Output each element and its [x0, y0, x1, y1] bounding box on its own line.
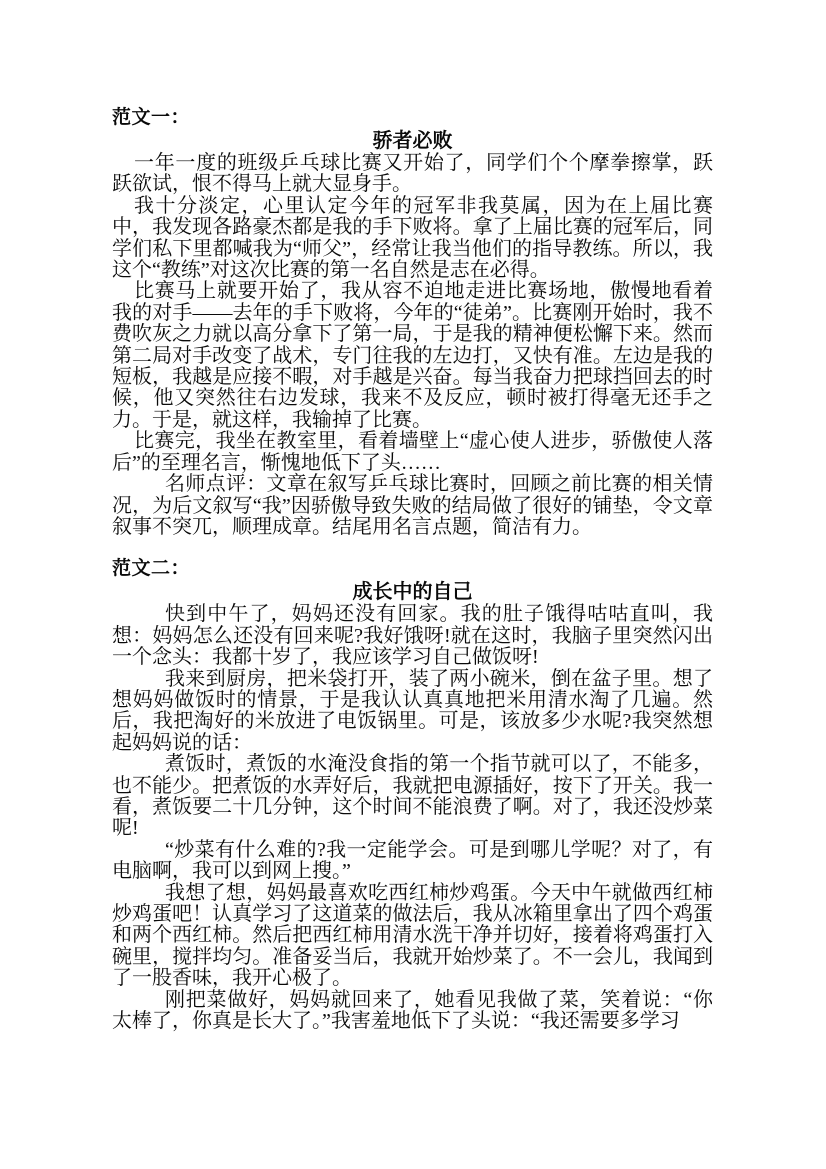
- essay-1-paragraph-3: 比赛马上就要开始了，我从容不迫地走进比赛场地，傲慢地看着我的对手——去年的手下败将，今年的“徒弟”。比赛刚开始时，我不费吹灰之力就以高分拿下了第一局，于是我的精神便松懈下来。然而第二局对手改变了战术，专门往我的左边打，又快有准。左边是我的短板，我越是应接不暇，对手越是兴奋。每当我奋力把球挡回去的时候，他又突然往右边发球，我来不及反应，顿时被打得毫无还手之力。于是，就这样，我输掉了比赛。: [112, 280, 713, 431]
- essay-2-paragraph-6: 刚把菜做好，妈妈就回来了，她看见我做了菜，笑着说：“你太棒了，你真是长大了。”我害羞地低下了头说：“我还需要多学习: [112, 988, 713, 1033]
- essay-2-title: 成长中的自己: [352, 581, 473, 604]
- essay-1-title: 骄者必败: [372, 130, 453, 152]
- essay-2-paragraph-2: 我来到厨房，把米袋打开，装了两小碗米，倒在盆子里。想了想妈妈做饭时的情景，于是我认认真真地把米用清水淘了几遍。然后，我把淘好的米放进了电饭锅里。可是，该放多少水呢?我突然想起妈妈说的话：: [112, 667, 713, 754]
- teacher-comment: 名师点评：文章在叙写乒乓球比赛时，回顾之前比赛的相关情况，为后文叙写“我”因骄傲导致失败的结局做了很好的铺垫，令文章叙事不突兀，顺理成章。结尾用名言点题，简洁有力。: [112, 473, 713, 538]
- essay-2-paragraph-5: 我想了想，妈妈最喜欢吃西红柿炒鸡蛋。今天中午就做西红柿炒鸡蛋吧！认真学习了这道菜的做法后，我从冰箱里拿出了四个鸡蛋和两个西红柿。然后把西红柿用清水洗干净并切好，接着将鸡蛋打入碗里，搅拌均匀。准备妥当后，我就开始炒菜了。不一会儿，我闻到了一股香味，我开心极了。: [112, 881, 713, 990]
- essay-1-label: 范文一：: [112, 107, 191, 128]
- essay-2-label: 范文二：: [112, 558, 191, 580]
- essay-2-paragraph-4: “炒菜有什么难的?我一定能学会。可是到哪儿学呢？对了，有电脑啊，我可以到网上搜。”: [112, 838, 713, 883]
- essay-1-paragraph-4: 比赛完，我坐在教室里，看着墙壁上“虚心使人进步，骄傲使人落后”的至理名言，惭愧地低下了头……: [112, 430, 713, 474]
- document-body: [112, 106, 713, 1032]
- essay-2-paragraph-1: 快到中午了，妈妈还没有回家。我的肚子饿得咕咕直叫，我想：妈妈怎么还没有回来呢?我好饿呀!就在这时，我脑子里突然闪出一个念头：我都十岁了，我应该学习自己做饭呀!: [112, 603, 713, 669]
- essay-1-paragraph-2: 我十分淡定，心里认定今年的冠军非我莫属，因为在上届比赛中，我发现各路豪杰都是我的手下败将。拿了上届比赛的冠军后，同学们私下里都喊我为“师父”，经常让我当他们的指导教练。所以，我这个“教练”对这次比赛的第一名自然是志在必得。: [112, 194, 713, 282]
- essay-1-paragraph-1: 一年一度的班级乒乓球比赛又开始了，同学们个个摩拳擦掌，跃跃欲试，恨不得马上就大显身手。: [112, 152, 713, 196]
- section-essay-1: [112, 106, 713, 538]
- section-essay-2: [112, 557, 713, 1032]
- essay-2-paragraph-3: 煮饭时，煮饭的水淹没食指的第一个指节就可以了，不能多，也不能少。把煮饭的水弄好后，我就把电源插好，按下了开关。我一看，煮饭要二十几分钟，这个时间不能浪费了啊。对了，我还没炒菜呢!: [112, 753, 713, 840]
